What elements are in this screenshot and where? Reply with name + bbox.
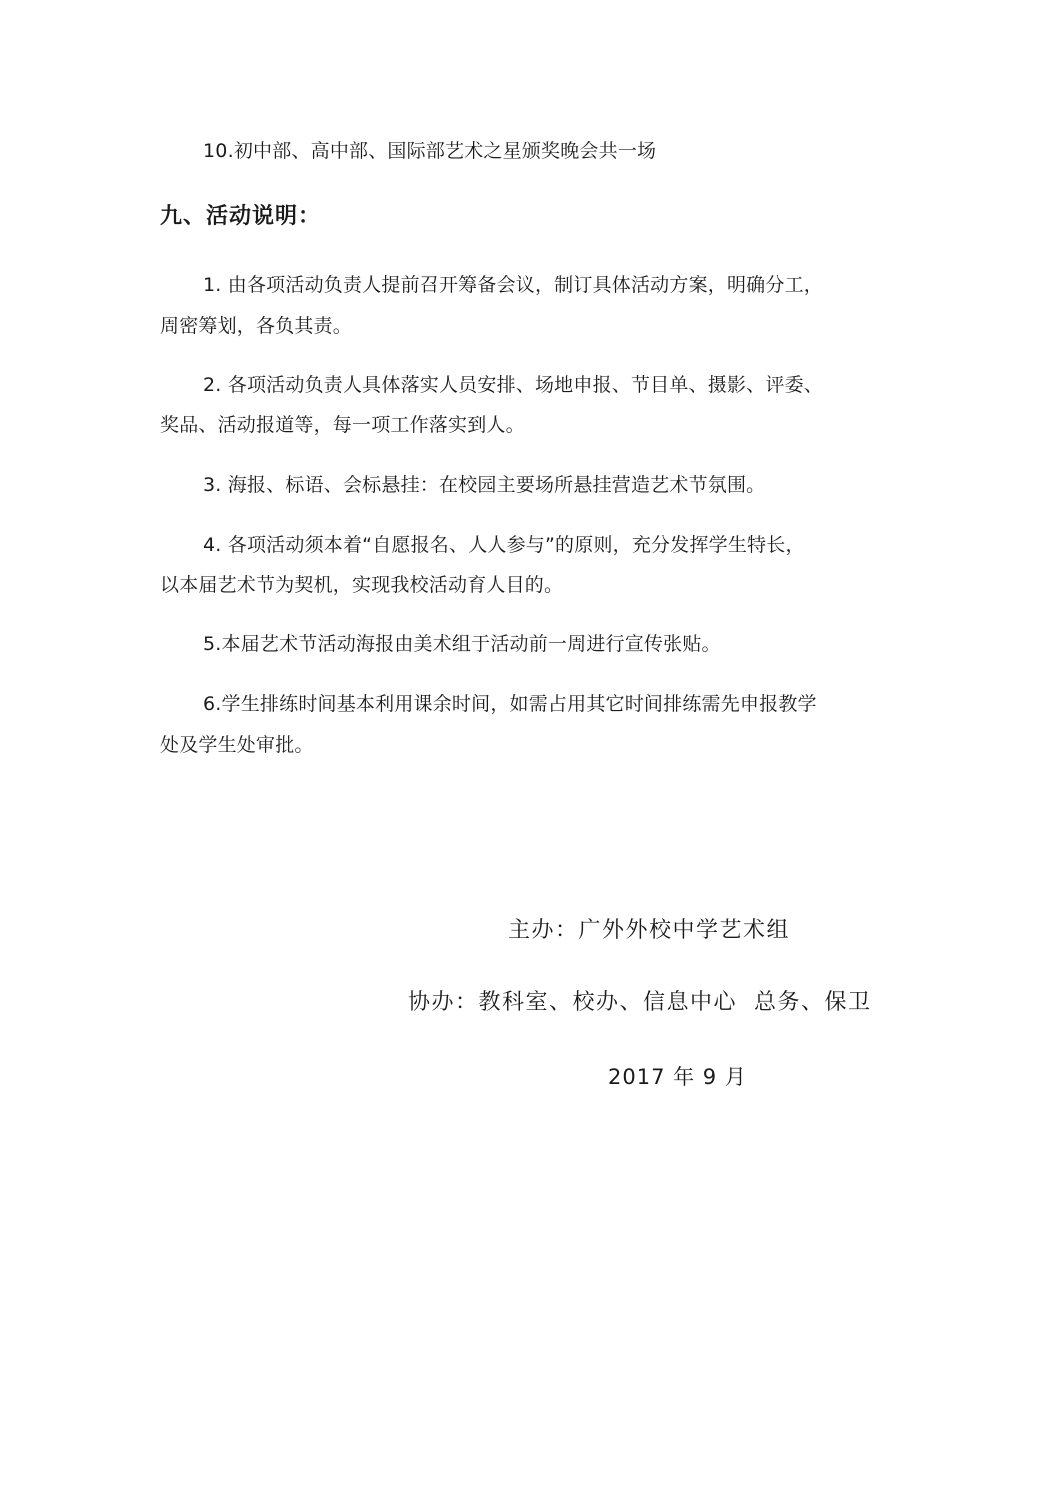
note-2-line-2: 奖品、活动报道等，每一项工作落实到人。 [160, 414, 525, 436]
co-organizer: 协办：教科室、校办、信息中心 总务、保卫 [408, 990, 872, 1015]
note-4-line-2: 以本届艺术节为契机，实现我校活动育人目的。 [160, 574, 564, 596]
note-3-line-1: 3. 海报、标语、会标悬挂：在校园主要场所悬挂营造艺术节氛围。 [203, 474, 766, 496]
section-heading: 九、活动说明： [160, 204, 322, 229]
note-2-line-1: 2. 各项活动负责人具体落实人员安排、场地申报、节目单、摄影、评委、 [203, 374, 823, 396]
note-6-line-2: 处及学生处审批。 [160, 734, 314, 756]
organizer: 主办：广外外校中学艺术组 [508, 918, 791, 943]
note-5-line-1: 5.本届艺术节活动海报由美术组于活动前一周进行宣传张贴。 [203, 633, 721, 655]
note-1-line-2: 周密筹划，各负其责。 [160, 315, 353, 337]
note-1-line-1: 1. 由各项活动负责人提前召开筹备会议，制订具体活动方案，明确分工， [203, 274, 823, 296]
note-6-line-1: 6.学生排练时间基本利用课余时间，如需占用其它时间排练需先申报教学 [203, 693, 817, 715]
note-4-line-1: 4. 各项活动须本着“自愿报名、人人参与”的原则，充分发挥学生特长， [203, 534, 805, 556]
activity-item-10: 10.初中部、高中部、国际部艺术之星颁奖晚会共一场 [203, 140, 657, 162]
document-date: 2017 年 9 月 [608, 1065, 747, 1089]
